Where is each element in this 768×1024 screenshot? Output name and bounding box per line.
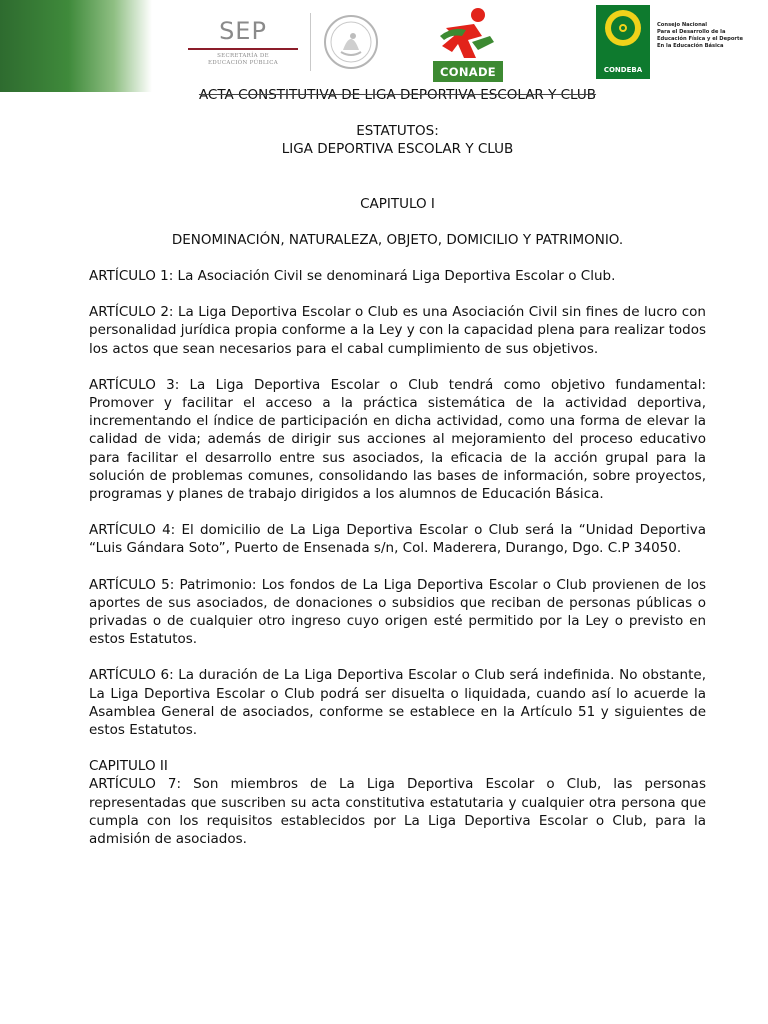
chapter-2-title: CAPITULO II <box>89 758 168 775</box>
article-5: ARTÍCULO 5: Patrimonio: Los fondos de La Liga Deportiva Escolar o Club provienen de los aportes de sus asociados, de donaciones o subsidios que reciban de personas públicas o privadas o de cualquier otro ingreso cuyo origen esté permitido por la Ley o previsto en estos Estatutos. <box>89 576 706 648</box>
conade-runner-icon <box>432 6 504 62</box>
sep-word: SEP <box>219 16 267 45</box>
sep-vertical-divider <box>310 13 311 71</box>
sep-logo <box>182 2 392 82</box>
conade-label: CONADE <box>433 61 503 82</box>
header-corner-gradient <box>0 0 152 92</box>
chapter-1-heading: DENOMINACIÓN, NATURALEZA, OBJETO, DOMICILIO Y PATRIMONIO. <box>171 231 624 248</box>
mexican-seal-icon <box>323 14 379 70</box>
sep-divider-bar <box>188 48 298 50</box>
condeba-desc-line: Educación Física y el Deporte <box>657 36 743 42</box>
condeba-logo <box>596 5 650 79</box>
condeba-description <box>657 22 757 50</box>
condeba-desc-line: En la Educación Básica <box>657 43 724 49</box>
chapter-1-title: CAPITULO I <box>360 195 435 212</box>
document-title: ACTA CONSTITUTIVA DE LIGA DEPORTIVA ESCOLAR Y CLUB <box>198 87 597 103</box>
sep-wordmark <box>182 18 304 67</box>
estatutos-subtitle: LIGA DEPORTIVA ESCOLAR Y CLUB <box>281 141 514 158</box>
article-4: ARTÍCULO 4: El domicilio de La Liga Deportiva Escolar o Club será la “Unidad Deportiva “Luis Gándara Soto”, Puerto de Ensenada s/n, Col. Maderera, Durango, Dgo. C.P 34050. <box>89 522 706 557</box>
article-7: ARTÍCULO 7: Son miembros de La Liga Deportiva Escolar o Club, las personas representadas que suscriben su acta constitutiva estatutaria y cualquier otra persona que cumpla con los requisitos establecidos por La Liga Deportiva Escolar o Club, para la admisión de asociados. <box>89 776 706 848</box>
condeba-desc-line: Consejo Nacional <box>657 22 708 28</box>
article-2: ARTÍCULO 2: La Liga Deportiva Escolar o Club es una Asociación Civil sin fines de lucro con personalidad jurídica propia conforme a la Ley y con la capacidad plena para realizar todos los actos que sean necesarios para el cabal cumplimiento de sus objetivos. <box>89 304 706 357</box>
estatutos-label: ESTATUTOS: <box>356 123 439 140</box>
conade-logo <box>432 6 504 82</box>
article-1: ARTÍCULO 1: La Asociación Civil se denominará Liga Deportiva Escolar o Club. <box>89 268 616 285</box>
condeba-ring-icon <box>605 10 641 46</box>
article-3: ARTÍCULO 3: La Liga Deportiva Escolar o Club tendrá como objetivo fundamental: Promover y facilitar el acceso a la práctica sistemática de la actividad deportiva, incrementando el índice de participación en dicha actividad, como una forma de elevar la calidad de vida; además de dirigir sus acciones al mejoramiento del proceso educativo para facilitar el desarrollo entre sus asociados, la eficacia de la acción grupal para la solución de problemas comunes, consolidando las bases de información, sobre proyectos, programas y planes de trabajo dirigidos a los alumnos de Educación Básica. <box>89 376 706 503</box>
sep-subtitle-1: SECRETARÍA DE <box>217 52 269 59</box>
condeba-desc-line: Para el Desarrollo de la <box>657 29 726 35</box>
article-6: ARTÍCULO 6: La duración de La Liga Deportiva Escolar o Club será indefinida. No obstante, La Liga Deportiva Escolar o Club podrá ser disuelta o liquidada, cuando así lo acuerde la Asamblea General de asociados, conforme se establece en la Artículo 51 y siguientes de estos Estatutos. <box>89 667 706 739</box>
document-body <box>89 86 706 848</box>
condeba-label: CONDEBA <box>603 66 643 74</box>
sep-subtitle-2: EDUCACIÓN PÚBLICA <box>207 59 279 66</box>
